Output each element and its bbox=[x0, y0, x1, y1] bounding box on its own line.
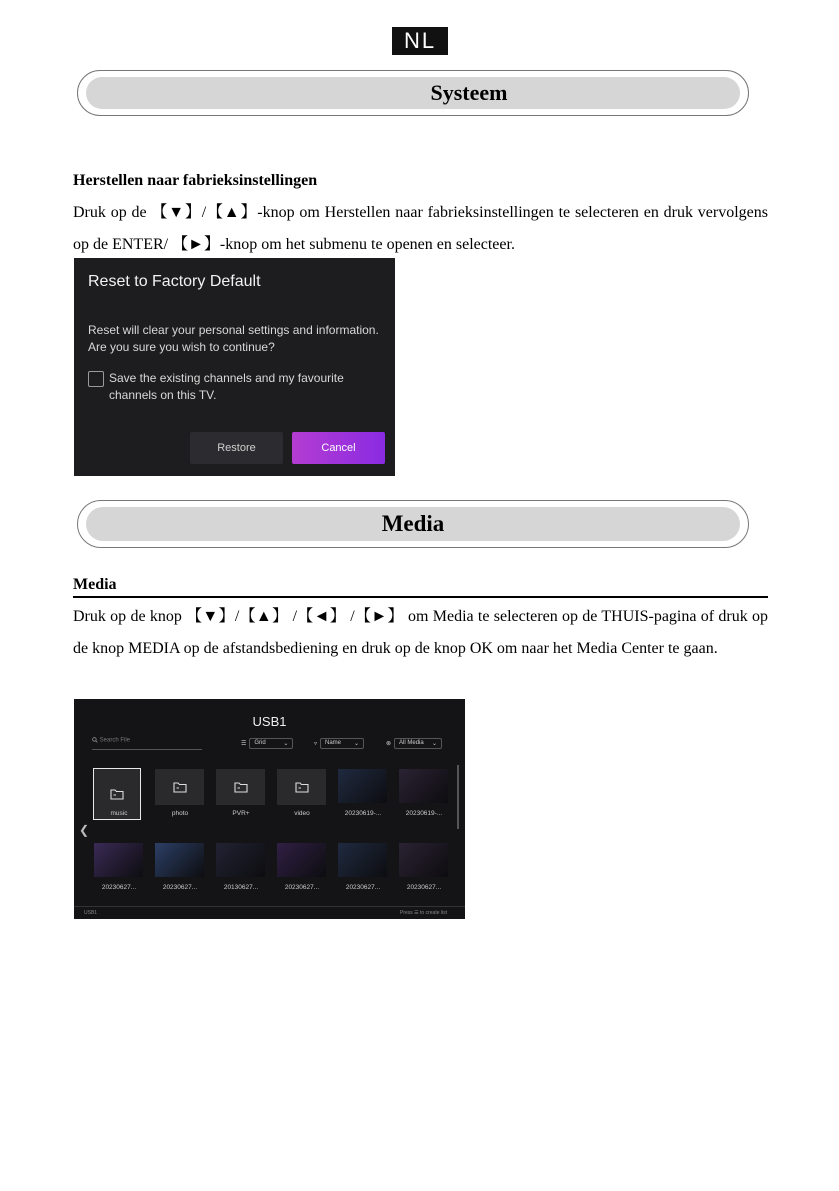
section-title: Media bbox=[381, 511, 445, 536]
media-item-label: 20230627... bbox=[406, 884, 442, 891]
chevron-down-icon: ⌄ bbox=[283, 740, 289, 747]
search-icon bbox=[92, 737, 98, 743]
section-banner-media bbox=[77, 500, 749, 548]
folder-icon bbox=[173, 781, 187, 793]
footer-hint: Press ☰ to create list bbox=[400, 910, 447, 916]
sort-value: Name bbox=[325, 739, 342, 746]
media-file-tile[interactable] bbox=[277, 843, 326, 877]
media-center-screenshot bbox=[74, 699, 465, 919]
chevron-down-icon: ⌄ bbox=[432, 740, 438, 747]
media-file-tile[interactable] bbox=[338, 769, 387, 803]
media-file-tile[interactable] bbox=[399, 769, 448, 803]
search-placeholder: Search File bbox=[99, 737, 131, 744]
media-file-tile[interactable] bbox=[399, 843, 448, 877]
media-item-label: 20230627... bbox=[284, 884, 320, 891]
media-item-label: video bbox=[294, 810, 310, 817]
media-type-dropdown[interactable] bbox=[386, 737, 442, 749]
sort-dropdown[interactable] bbox=[314, 737, 364, 749]
heading-divider bbox=[73, 596, 768, 598]
save-channels-checkbox[interactable] bbox=[88, 371, 104, 387]
list-icon: ☰ bbox=[241, 740, 247, 747]
media-file-tile[interactable] bbox=[338, 843, 387, 877]
filter-icon: ▿ bbox=[314, 740, 318, 747]
media-item-label: 20230627... bbox=[101, 884, 137, 891]
instruction-paragraph: Druk op de 【▼】/【▲】-knop om Herstellen naar fabrieksinstellingen te selecteren en druk vervolgens op de ENTER/ 【►】-knop om het submenu te openen en selecteer. bbox=[73, 204, 768, 253]
reset-factory-dialog-screenshot bbox=[74, 258, 395, 476]
media-type-value: All Media bbox=[399, 739, 424, 746]
save-channels-label: Save the existing channels and my favourite channels on this TV. bbox=[109, 371, 344, 402]
section-title: Systeem bbox=[430, 80, 508, 105]
media-footer bbox=[74, 906, 465, 919]
folder-icon bbox=[234, 781, 248, 793]
chevron-down-icon: ⌄ bbox=[353, 740, 360, 747]
view-mode-dropdown[interactable] bbox=[241, 737, 293, 749]
dialog-message: Reset will clear your personal settings and information. Are you sure you wish to continue? bbox=[88, 323, 379, 354]
media-file-tile[interactable] bbox=[216, 843, 265, 877]
instruction-paragraph: Druk op de knop 【▼】/【▲】 /【◄】 /【►】 om Media te selecteren op de THUIS-pagina of druk op de knop MEDIA op de afstandsbediening en druk op de knop OK om naar het Media Center te gaan. bbox=[73, 608, 768, 657]
media-folder-tile[interactable] bbox=[216, 769, 265, 805]
media-item-label: 20230627... bbox=[345, 884, 381, 891]
dialog-title: Reset to Factory Default bbox=[88, 273, 261, 290]
media-item-label: 20230619-... bbox=[344, 810, 382, 817]
media-file-tile[interactable] bbox=[155, 843, 204, 877]
subsection-heading: Media bbox=[73, 576, 117, 593]
media-item-label: music bbox=[110, 810, 128, 817]
view-mode-value: Grid bbox=[254, 739, 266, 746]
folder-icon bbox=[295, 781, 309, 793]
scrollbar[interactable] bbox=[457, 765, 459, 829]
chevron-left-icon[interactable]: ❮ bbox=[79, 823, 90, 837]
media-type-icon: ⊗ bbox=[386, 740, 392, 747]
media-item-label: photo bbox=[171, 810, 189, 817]
language-badge: NL bbox=[392, 27, 448, 55]
media-item-label: PVR+ bbox=[232, 810, 250, 817]
media-item-label: 20230619-... bbox=[405, 810, 443, 817]
restore-button[interactable]: Restore bbox=[190, 432, 283, 464]
footer-source: USB1 bbox=[84, 910, 98, 916]
cancel-button[interactable]: Cancel bbox=[292, 432, 385, 464]
media-folder-tile[interactable] bbox=[277, 769, 326, 805]
section-banner-systeem bbox=[77, 70, 749, 116]
media-folder-tile[interactable] bbox=[155, 769, 204, 805]
media-file-tile[interactable] bbox=[94, 843, 143, 877]
search-input[interactable] bbox=[92, 737, 202, 750]
subsection-heading: Herstellen naar fabrieksinstellingen bbox=[73, 172, 318, 189]
folder-icon bbox=[110, 788, 124, 800]
media-item-label: 20230627... bbox=[162, 884, 198, 891]
media-item-label: 20130627... bbox=[223, 884, 259, 891]
media-title: USB1 bbox=[252, 714, 287, 729]
